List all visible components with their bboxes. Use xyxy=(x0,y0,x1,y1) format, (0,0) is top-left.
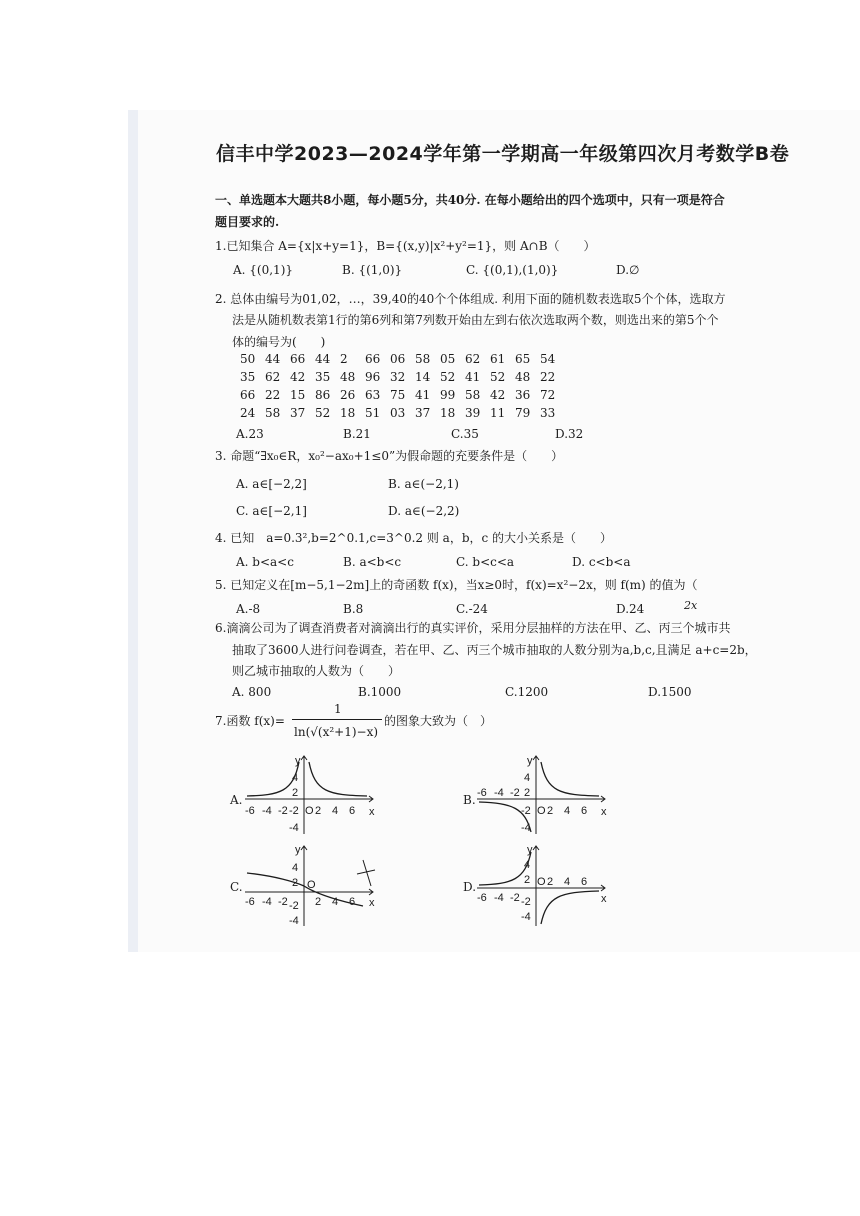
y-tick: -2 xyxy=(289,805,299,817)
graph-c-label: C. xyxy=(230,880,243,894)
table-cell: 39 xyxy=(465,406,481,420)
origin-label: O xyxy=(305,805,314,817)
table-cell: 26 xyxy=(340,388,356,402)
table-cell: 05 xyxy=(440,352,456,366)
x-tick: 2 xyxy=(547,876,554,888)
table-row xyxy=(240,368,565,386)
q2-option-b: B.21 xyxy=(343,427,371,441)
x-tick: 6 xyxy=(349,805,356,817)
table-row xyxy=(240,350,565,368)
q2-line1: 2. 总体由编号为01,02，…，39,40的40个个体组成. 利用下面的随机数表选取5个个体，选取方 xyxy=(215,292,726,306)
q2-option-a: A.23 xyxy=(236,427,264,441)
origin-label: O xyxy=(307,879,316,891)
y-tick: -4 xyxy=(521,911,531,923)
y-tick: -2 xyxy=(289,900,299,912)
table-cell: 35 xyxy=(315,370,331,384)
y-label: y xyxy=(295,844,301,856)
q2-option-d: D.32 xyxy=(555,427,584,441)
q4-option-d: D. c<b<a xyxy=(572,555,631,569)
table-cell: 62 xyxy=(465,352,481,366)
q1-option-b: B. {(1,0)} xyxy=(342,263,403,277)
table-cell: 18 xyxy=(340,406,356,420)
q6-option-a: A. 800 xyxy=(232,685,272,699)
q1-option-d: D.∅ xyxy=(616,263,640,277)
q4-option-b: B. a<b<c xyxy=(343,555,402,569)
table-cell: 66 xyxy=(290,352,306,366)
table-cell: 22 xyxy=(540,370,556,384)
q6-option-b: B.1000 xyxy=(358,685,402,699)
x-tick: -4 xyxy=(262,805,272,817)
table-cell: 86 xyxy=(315,388,331,402)
x-tick: -6 xyxy=(245,896,255,908)
table-cell: 44 xyxy=(265,352,281,366)
x-tick: 6 xyxy=(581,876,588,888)
table-cell: 52 xyxy=(315,406,331,420)
table-row xyxy=(240,386,565,404)
graph-d-label: D. xyxy=(463,880,477,894)
table-cell: 15 xyxy=(290,388,306,402)
y-tick: 4 xyxy=(292,862,299,874)
q2-line3: 体的编号为( ) xyxy=(232,335,326,349)
q5-option-d: D.24 xyxy=(616,602,645,616)
curve-right xyxy=(309,762,367,796)
q3-stem: 3. 命题“∃x₀∈R，x₀²−ax₀+1≤0”为假命题的充要条件是（ ） xyxy=(215,449,564,463)
q3-option-c: C. a∈[−2,1] xyxy=(236,504,307,518)
q7-stem-suffix: 的图象大致为（ ） xyxy=(384,714,493,728)
graph-b xyxy=(477,752,612,836)
exam-title: 信丰中学2023—2024学年第一学期高一年级第四次月考数学B卷 xyxy=(216,143,790,165)
q1-stem: 1.已知集合 A={x|x+y=1}，B={(x,y)|x²+y²=1}，则 A∩B（ ） xyxy=(215,239,596,253)
x-tick: 4 xyxy=(332,896,339,908)
table-cell: 79 xyxy=(515,406,531,420)
y-tick: -2 xyxy=(521,896,531,908)
q4-option-a: A. b<a<c xyxy=(236,555,294,569)
table-cell: 24 xyxy=(240,406,256,420)
y-tick: 4 xyxy=(524,859,531,871)
y-label: y xyxy=(527,755,533,767)
table-cell: 11 xyxy=(490,406,506,420)
x-tick: 6 xyxy=(581,805,588,817)
y-tick: -4 xyxy=(521,822,531,834)
table-cell: 48 xyxy=(515,370,531,384)
fraction-bar xyxy=(292,719,382,720)
x-tick: -6 xyxy=(477,892,487,904)
x-tick: 4 xyxy=(564,805,571,817)
table-cell: 32 xyxy=(390,370,406,384)
x-tick: -2 xyxy=(278,805,288,817)
y-tick: 4 xyxy=(524,772,531,784)
y-tick: -2 xyxy=(521,805,531,817)
table-cell: 41 xyxy=(465,370,481,384)
table-cell: 72 xyxy=(540,388,556,402)
q3-option-a: A. a∈[−2,2] xyxy=(236,477,307,491)
y-tick: 2 xyxy=(292,877,299,889)
handwritten-mark xyxy=(357,860,375,886)
y-label: y xyxy=(295,755,301,767)
table-cell: 65 xyxy=(515,352,531,366)
x-tick: 2 xyxy=(315,896,322,908)
table-cell: 52 xyxy=(440,370,456,384)
table-cell: 63 xyxy=(365,388,381,402)
x-tick: 4 xyxy=(564,876,571,888)
y-tick: -4 xyxy=(289,822,299,834)
q4-stem: 4. 已知 a=0.3²,b=2^0.1,c=3^0.2 则 a，b，c 的大小关系是（ ） xyxy=(215,531,613,545)
table-cell: 41 xyxy=(415,388,431,402)
q7-numerator: 1 xyxy=(334,702,342,716)
q7-denominator: ln(√(x²+1)−x) xyxy=(294,725,379,739)
y-tick: 2 xyxy=(524,787,531,799)
table-cell: 2 xyxy=(340,352,348,366)
table-cell: 44 xyxy=(315,352,331,366)
x-tick: 6 xyxy=(349,896,356,908)
x-label: x xyxy=(369,806,375,818)
table-cell: 66 xyxy=(365,352,381,366)
x-tick: -6 xyxy=(245,805,255,817)
q7-stem-prefix: 7.函数 f(x)= xyxy=(215,714,285,728)
y-tick: 2 xyxy=(524,874,531,886)
x-tick: -4 xyxy=(494,892,504,904)
x-tick: -4 xyxy=(494,787,504,799)
page-edge-shadow xyxy=(128,110,138,952)
q2-option-c: C.35 xyxy=(451,427,479,441)
table-cell: 58 xyxy=(265,406,281,420)
table-cell: 22 xyxy=(265,388,281,402)
table-cell: 42 xyxy=(290,370,306,384)
table-cell: 62 xyxy=(265,370,281,384)
table-cell: 18 xyxy=(440,406,456,420)
q5-stem: 5. 已知定义在[m−5,1−2m]上的奇函数 f(x)，当x≥0时，f(x)=x²−2x，则 f(m) 的值为（ xyxy=(215,578,698,592)
table-cell: 61 xyxy=(490,352,506,366)
q6-option-d: D.1500 xyxy=(648,685,692,699)
graph-a xyxy=(245,752,380,836)
q6-line1: 6.滴滴公司为了调查消费者对滴滴出行的真实评价，采用分层抽样的方法在甲、乙、丙三个城市共 xyxy=(215,621,731,635)
origin-label: O xyxy=(537,876,546,888)
q3-option-b: B. a∈(−2,1) xyxy=(388,477,459,491)
x-label: x xyxy=(601,893,607,905)
q4-option-c: C. b<c<a xyxy=(456,555,515,569)
q6-option-c: C.1200 xyxy=(505,685,549,699)
x-tick: 4 xyxy=(332,805,339,817)
table-cell: 36 xyxy=(515,388,531,402)
table-cell: 66 xyxy=(240,388,256,402)
y-label: y xyxy=(527,844,533,856)
table-cell: 58 xyxy=(415,352,431,366)
table-cell: 58 xyxy=(465,388,481,402)
table-cell: 33 xyxy=(540,406,556,420)
table-cell: 37 xyxy=(290,406,306,420)
table-cell: 42 xyxy=(490,388,506,402)
q3-option-d: D. a∈(−2,2) xyxy=(388,504,460,518)
y-tick: 2 xyxy=(292,787,299,799)
table-cell: 35 xyxy=(240,370,256,384)
origin-label: O xyxy=(537,805,546,817)
table-cell: 48 xyxy=(340,370,356,384)
graph-a-label: A. xyxy=(230,793,243,807)
q6-line2: 抽取了3600人进行问卷调查，若在甲、乙、丙三个城市抽取的人数分别为a,b,c,且满足 a+c=2b， xyxy=(232,643,757,657)
table-cell: 51 xyxy=(365,406,381,420)
section-header-line2: 题目要求的. xyxy=(215,215,280,229)
table-cell: 06 xyxy=(390,352,406,366)
y-tick: -4 xyxy=(289,915,299,927)
table-cell: 99 xyxy=(440,388,456,402)
x-label: x xyxy=(601,806,607,818)
table-row xyxy=(240,404,565,422)
handwritten-note: 2x xyxy=(684,599,698,612)
x-label: x xyxy=(369,897,375,909)
table-cell: 54 xyxy=(540,352,556,366)
q5-option-a: A.-8 xyxy=(236,602,261,616)
x-tick: -2 xyxy=(278,896,288,908)
y-tick: 4 xyxy=(292,772,299,784)
table-cell: 50 xyxy=(240,352,256,366)
x-tick: 2 xyxy=(315,805,322,817)
q6-line3: 则乙城市抽取的人数为（ ） xyxy=(232,664,401,678)
table-cell: 03 xyxy=(390,406,406,420)
graph-c xyxy=(245,840,380,928)
table-cell: 14 xyxy=(415,370,431,384)
x-tick: -4 xyxy=(262,896,272,908)
table-cell: 75 xyxy=(390,388,406,402)
random-number-table xyxy=(240,350,565,422)
q2-line2: 法是从随机数表第1行的第6列和第7列数开始由左到右依次选取两个数，则选出来的第5个个 xyxy=(232,313,719,327)
curve-right xyxy=(541,762,599,796)
graph-b-label: B. xyxy=(463,793,476,807)
table-cell: 37 xyxy=(415,406,431,420)
table-cell: 96 xyxy=(365,370,381,384)
x-tick: -2 xyxy=(510,787,520,799)
x-tick: -2 xyxy=(510,892,520,904)
curve-right xyxy=(541,891,599,924)
q5-option-c: C.-24 xyxy=(456,602,488,616)
q1-option-a: A. {(0,1)} xyxy=(233,263,294,277)
q5-option-b: B.8 xyxy=(343,602,364,616)
x-tick: -6 xyxy=(477,787,487,799)
x-tick: 2 xyxy=(547,805,554,817)
graph-d xyxy=(477,840,612,928)
section-header-line1: 一、单选题本大题共8小题，每小题5分，共40分. 在每小题给出的四个选项中，只有一项是符合 xyxy=(215,193,725,207)
q1-option-c: C. {(0,1),(1,0)} xyxy=(466,263,559,277)
table-cell: 52 xyxy=(490,370,506,384)
